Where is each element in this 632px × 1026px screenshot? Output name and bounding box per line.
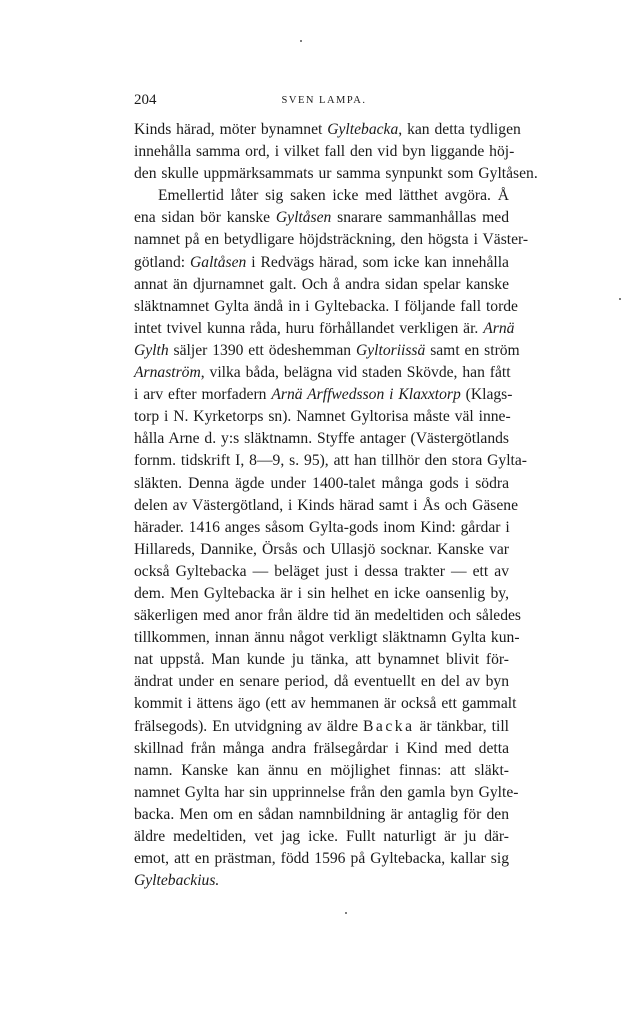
text-segment: , vilka båda, belägna vid staden Skövde, han fått — [200, 364, 511, 382]
text-line — [134, 738, 509, 760]
text-segment: snarare sammanhållas med — [331, 209, 509, 227]
text-segment: (Klags- — [460, 386, 513, 404]
text-line — [134, 229, 529, 251]
text-segment: äldre medeltiden, vet jag icke. Fullt naturligt är ju där- — [134, 828, 509, 845]
text-line — [134, 870, 509, 892]
body-text — [134, 119, 538, 892]
text-line — [134, 384, 513, 406]
text-line — [134, 296, 518, 318]
text-segment: hålla Arne d. y:s släktnamn. Styffe antager (Västergötlands — [134, 430, 509, 448]
spaced-text: Backa — [363, 717, 415, 735]
text-line — [134, 649, 509, 671]
text-segment: härader. 1416 anges såsom Gylta-gods inom Kind: gårdar i — [134, 518, 510, 536]
text-line — [134, 406, 509, 428]
text-segment: samt en ström — [425, 341, 520, 359]
page-number: 204 — [134, 92, 157, 108]
text-segment: ändrat under en senare period, då eventuellt en del av byn — [134, 673, 509, 691]
italic-text: Gyltåsen — [275, 209, 332, 227]
text-line — [134, 848, 509, 870]
text-line — [134, 473, 509, 495]
text-segment: släkten. Denna ägde under 1400-talet många gods i södra — [134, 474, 509, 492]
text-segment: namnet Gylta har sin upprinnelse från den gamla byn Gylte- — [134, 783, 519, 801]
text-segment: är tänkbar, till — [414, 717, 510, 735]
text-segment: i Redvägs härad, som icke kan innehålla — [246, 253, 509, 271]
text-segment: frälsegods). En utvidgning av äldre — [134, 717, 364, 735]
text-line — [134, 804, 509, 826]
italic-text: Arnä — [483, 319, 515, 337]
text-line — [134, 583, 509, 605]
text-segment: ena sidan bör kanske — [134, 209, 276, 227]
text-segment: fornm. tidskrift I, 8—9, s. 95), att han tillhör den stora Gylta- — [134, 452, 527, 470]
text-segment: kommit i ättens ägo (ett av hemmanen är också ett gammalt — [134, 695, 517, 713]
text-line — [134, 163, 538, 185]
italic-text: Arnä Arffwedsson i Klaxxtorp — [271, 386, 461, 404]
text-segment: säljer 1390 ett ödeshemman — [168, 341, 356, 359]
text-line — [134, 760, 509, 782]
italic-text: Gyltoriissä — [355, 341, 426, 359]
italic-text: Arnaström — [134, 364, 201, 382]
text-line — [134, 252, 509, 274]
italic-text: Gyltebacka — [327, 121, 399, 138]
text-segment: delen av Västergötland, i Kinds härad samt i Ås och Gäsene — [134, 496, 519, 514]
text-segment: , kan detta tydligen — [398, 121, 521, 138]
text-line — [134, 671, 509, 693]
text-line — [134, 362, 509, 384]
text-segment: släktnamnet Gylta ändå in i Gyltebacka. I följande fall torde — [134, 297, 518, 315]
text-segment: annat än djurnamnet galt. Och å andra sidan spelar kanske — [134, 275, 509, 293]
text-line — [134, 340, 520, 362]
scan-speck — [345, 912, 347, 914]
text-line — [134, 119, 521, 141]
text-segment: i arv efter morfadern — [134, 386, 272, 404]
text-line — [134, 539, 509, 561]
text-segment: emot, att en prästman, född 1596 på Gyltebacka, kallar sig — [134, 850, 509, 868]
scan-speck — [619, 298, 621, 300]
text-segment: säkerligen med anor från äldre tid än medeltiden och således — [134, 607, 521, 625]
text-line — [134, 428, 509, 450]
text-line — [134, 495, 519, 517]
text-segment: Kinds härad, möter bynamnet — [134, 121, 328, 138]
text-segment: skillnad från många andra frälsegårdar i Kind med detta — [134, 739, 509, 757]
text-segment: tillkommen, innan ännu något verkligt släktnamn Gylta kun- — [134, 629, 520, 647]
text-segment: också Gyltebacka — beläget just i dessa trakter — ett av — [134, 562, 509, 580]
text-line — [134, 561, 509, 583]
text-line — [134, 207, 509, 229]
text-line — [134, 274, 509, 296]
text-line — [134, 693, 517, 715]
text-line — [134, 450, 527, 472]
text-segment: Hillareds, Dannike, Örsås och Ullasjö socknar. Kanske var — [134, 540, 509, 558]
text-segment: dem. Men Gyltebacka är i sin helhet en icke oansenlig by, — [134, 584, 509, 602]
italic-text: Galtåsen — [190, 253, 247, 271]
scan-speck — [300, 40, 302, 42]
text-line — [134, 627, 520, 649]
text-segment: nat uppstå. Man kunde ju tänka, att bynamnet blivit för- — [134, 651, 509, 669]
italic-text: Gylth — [134, 341, 169, 359]
text-line — [134, 605, 521, 627]
text-line — [134, 318, 515, 340]
text-segment: innehålla samma ord, i vilket fall den vid byn liggande höj- — [134, 143, 515, 161]
text-line — [134, 141, 515, 163]
text-segment: den skulle uppmärksammats ur samma synpunkt som Gyltåsen. — [134, 165, 538, 183]
text-line — [134, 517, 509, 539]
text-segment: Emellertid låter sig saken icke med lätthet avgöra. Å — [158, 187, 509, 205]
text-segment: torp i N. Kyrketorps sn). Namnet Gyltorisa måste väl inne- — [134, 408, 511, 426]
text-segment: götland: — [134, 253, 191, 271]
text-line — [134, 185, 509, 207]
text-line — [134, 826, 509, 848]
text-line — [134, 716, 509, 738]
italic-text: Gyltebackius. — [134, 872, 220, 890]
text-segment: namn. Kanske kan ännu en möjlighet finnas: att släkt- — [134, 761, 509, 779]
text-segment: intet tvivel kunna råda, huru förhållandet verkligen är. — [134, 319, 484, 337]
text-line — [134, 782, 519, 804]
text-segment: backa. Men om en sådan namnbildning är antaglig för den — [134, 805, 509, 823]
running-title: SVEN LAMPA. — [281, 95, 367, 106]
text-segment: namnet på en betydligare höjdsträckning, den högsta i Väster- — [134, 231, 529, 249]
